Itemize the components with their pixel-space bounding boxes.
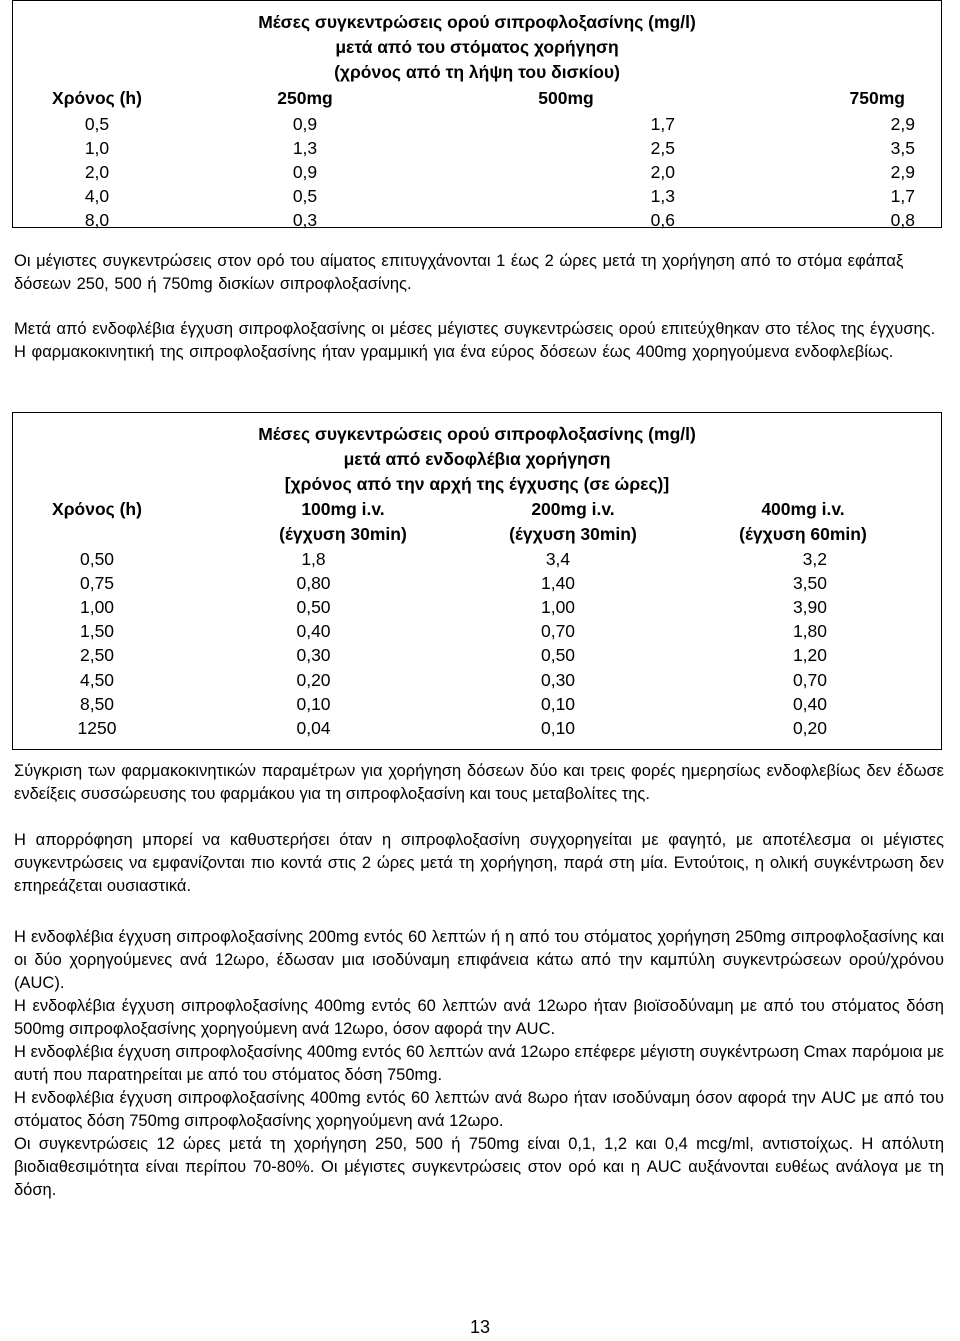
table-cell: 1,80 [792, 621, 827, 642]
oral-caption-line: μετά από του στόματος χορήγηση [335, 37, 619, 57]
table-cell: 2,5 [650, 137, 675, 158]
oral-header-row [13, 85, 941, 112]
table-row [13, 668, 941, 692]
paragraph-auc-8h: Η ενδοφλέβια έγχυση σιπροφλοξασίνης 400mg εντός 60 λεπτών ανά 8ωρο ήταν ισοδύναμη όσον αφορά την AUC με από του στόματος δόση 750mg σιπροφλοξασίνης χορηγούμενη ανά 12ωρο. [14, 1089, 944, 1130]
iv-caption-line: μετά από ενδοφλέβια χορήγηση [343, 449, 611, 469]
table-cell: 2,9 [890, 113, 915, 134]
table-cell: 1,8 [301, 548, 326, 569]
iv-table-caption [13, 413, 941, 497]
table-cell: 0,40 [296, 621, 331, 642]
table-cell: 0,80 [296, 572, 331, 593]
table-cell: 0,75 [79, 572, 115, 593]
iv-header-400: 400mg i.v. [761, 499, 845, 519]
iv-header-100-infusion: (έγχυση 30min) [279, 524, 407, 544]
table-cell: 1250 [77, 717, 117, 738]
table-cell: 0,20 [296, 669, 331, 690]
table-cell: 0,50 [540, 645, 576, 666]
table-cell: 1,3 [292, 137, 318, 158]
oral-header-250: 250mg [277, 88, 333, 108]
table-cell: 1,7 [890, 185, 915, 206]
table-row [13, 716, 941, 740]
table-cell: 0,30 [296, 645, 331, 666]
table-cell: 0,10 [540, 693, 576, 714]
table-cell: 3,50 [792, 572, 827, 593]
paragraph-food-absorption: Η απορρόφηση μπορεί να καθυστερήσει όταν η σιπροφλοξασίνη συγχορηγείται με φαγητό, με αποτέλεσμα οι μέγιστες συγκεντρώσεις να εμφανίζονται πιο κοντά στις 2 ώρες μετά τη χορήγηση, παρά στη μία. Εντούτοις, η ολική συγκέντρωση δεν επηρεάζεται ουσιαστικά. [14, 831, 944, 895]
table-cell: 0,10 [540, 717, 576, 738]
oral-concentration-table [12, 0, 942, 228]
table-cell: 0,70 [540, 621, 576, 642]
table-row [13, 160, 941, 184]
table-cell: 1,00 [540, 596, 576, 617]
table-cell: 3,2 [802, 548, 827, 569]
iv-concentration-table [12, 412, 942, 750]
table-cell: 0,20 [792, 717, 827, 738]
table-cell: 0,10 [296, 693, 331, 714]
table-cell: 0,9 [292, 161, 318, 182]
oral-header-time: Χρόνος (h) [52, 88, 142, 108]
table-cell: 0,6 [650, 209, 675, 230]
paragraph-iv-peak: Μετά από ενδοφλέβια έγχυση σιπροφλοξασίνης οι μέσες μέγιστες συγκεντρώσεις ορού επιτεύχθηκαν στο τέλος της έγχυσης. Η φαρμακοκινητική της σιπροφλοξασίνης ήταν γραμμική για ένα εύρος δόσεων έως 400mg χορηγούμενα ενδοφλεβίως. [14, 320, 936, 361]
iv-header-200-infusion: (έγχυση 30min) [509, 524, 637, 544]
table-cell: 8,50 [79, 693, 115, 714]
table-cell: 2,0 [650, 161, 675, 182]
table-row [13, 547, 941, 571]
oral-table-caption [13, 1, 941, 85]
oral-caption-line: (χρόνος από τη λήψη του δισκίου) [334, 62, 620, 82]
table-cell: 4,50 [79, 669, 115, 690]
table-row [13, 692, 941, 716]
table-cell: 0,9 [292, 113, 318, 134]
table-cell: 3,90 [792, 596, 827, 617]
table-cell: 0,04 [296, 717, 331, 738]
table-row [13, 136, 941, 160]
iv-header-400-infusion: (έγχυση 60min) [739, 524, 867, 544]
table-cell: 1,0 [84, 137, 110, 158]
table-cell: 0,3 [292, 209, 318, 230]
iv-header-row [13, 497, 941, 547]
table-cell: 4,0 [84, 185, 110, 206]
table-cell: 1,20 [792, 645, 827, 666]
page-number: 13 [469, 1317, 491, 1337]
table-cell: 3,5 [890, 137, 915, 158]
table-cell: 8,0 [84, 209, 110, 230]
oral-header-750: 750mg [849, 88, 905, 108]
iv-header-200: 200mg i.v. [531, 499, 615, 519]
table-cell: 2,50 [79, 645, 115, 666]
table-row [13, 644, 941, 668]
table-cell: 2,0 [84, 161, 110, 182]
table-cell: 0,50 [79, 548, 115, 569]
iv-header-100: 100mg i.v. [301, 499, 385, 519]
iv-caption-line: Μέσες συγκεντρώσεις ορού σιπροφλοξασίνης (mg/l) [258, 424, 696, 444]
table-row [13, 571, 941, 595]
table-cell: 1,50 [79, 621, 115, 642]
iv-caption-line: [χρόνος από την αρχή της έγχυσης (σε ώρες)] [284, 474, 670, 494]
table-cell: 1,3 [650, 185, 675, 206]
oral-caption-line: Μέσες συγκεντρώσεις ορού σιπροφλοξασίνης (mg/l) [258, 12, 696, 32]
table-row [13, 595, 941, 619]
table-cell: 3,4 [545, 548, 571, 569]
table-row [13, 208, 941, 232]
table-cell: 1,7 [650, 113, 675, 134]
table-cell: 0,70 [792, 669, 827, 690]
iv-header-time: Χρόνος (h) [52, 499, 142, 519]
paragraph-auc-200mg: Η ενδοφλέβια έγχυση σιπροφλοξασίνης 200mg εντός 60 λεπτών ή η από του στόματος χορήγηση 250mg σιπροφλοξασίνης και οι δύο χορηγούμενες ανά 12ωρο, έδωσαν μια ισοδύναμη επιφάνεια κάτω από την καμπύλη συγκεντρώσεων ορού/χρόνου (AUC). [14, 928, 944, 992]
paragraph-bioequivalence-400mg: Η ενδοφλέβια έγχυση σιπροφλοξασίνης 400mg εντός 60 λεπτών ανά 12ωρο ήταν βιοϊσοδύναμη με από του στόματος δόση 500mg σιπροφλοξασίνης χορηγούμενη ανά 12ωρο, όσον αφορά την AUC. [14, 997, 944, 1038]
table-cell: 0,5 [292, 185, 318, 206]
table-cell: 2,9 [890, 161, 915, 182]
table-cell: 0,5 [84, 113, 110, 134]
table-row [13, 184, 941, 208]
paragraph-cmax-400mg: Η ενδοφλέβια έγχυση σιπροφλοξασίνης 400mg εντός 60 λεπτών ανά 12ωρο επέφερε μέγιστη συγκέντρωση Cmax παρόμοια με αυτή που παρατηρείται με από του στόματος δόση 750mg. [14, 1043, 944, 1084]
table-cell: 0,50 [296, 596, 331, 617]
paragraph-peak-oral: Οι μέγιστες συγκεντρώσεις στον ορό του αίματος επιτυγχάνονται 1 έως 2 ώρες μετά τη χορήγηση από το στόμα εφάπαξ δόσεων 250, 500 ή 750mg δισκίων σιπροφλοξασίνης. [14, 252, 904, 293]
table-cell: 0,40 [792, 693, 827, 714]
iv-data-grid [13, 547, 941, 741]
table-cell: 0,30 [540, 669, 576, 690]
table-cell: 0,8 [890, 209, 915, 230]
paragraph-bioavailability: Οι συγκεντρώσεις 12 ώρες μετά τη χορήγηση 250, 500 ή 750mg είναι 0,1, 1,2 και 0,4 mcg/ml, αντιστοίχως. Η απόλυτη βιοδιαθεσιμότητα είναι περίπου 70-80%. Οι μέγιστες συγκεντρώσεις στον ορό και η AUC αυξάνονται ευθέως ανάλογα με τη δόση. [14, 1135, 944, 1199]
table-row [13, 112, 941, 136]
paragraph-accumulation: Σύγκριση των φαρμακοκινητικών παραμέτρων για χορήγηση δόσεων δύο και τρεις φορές ημερησίως ενδοφλεβίως δεν έδωσε ενδείξεις συσσώρευσης του φαρμάκου για τη σιπροφλοξασίνη και τους μεταβολίτες της. [14, 762, 944, 803]
oral-header-500: 500mg [538, 88, 594, 108]
table-cell: 1,40 [540, 572, 576, 593]
table-cell: 1,00 [79, 596, 115, 617]
oral-data-grid [13, 85, 941, 232]
table-row [13, 620, 941, 644]
